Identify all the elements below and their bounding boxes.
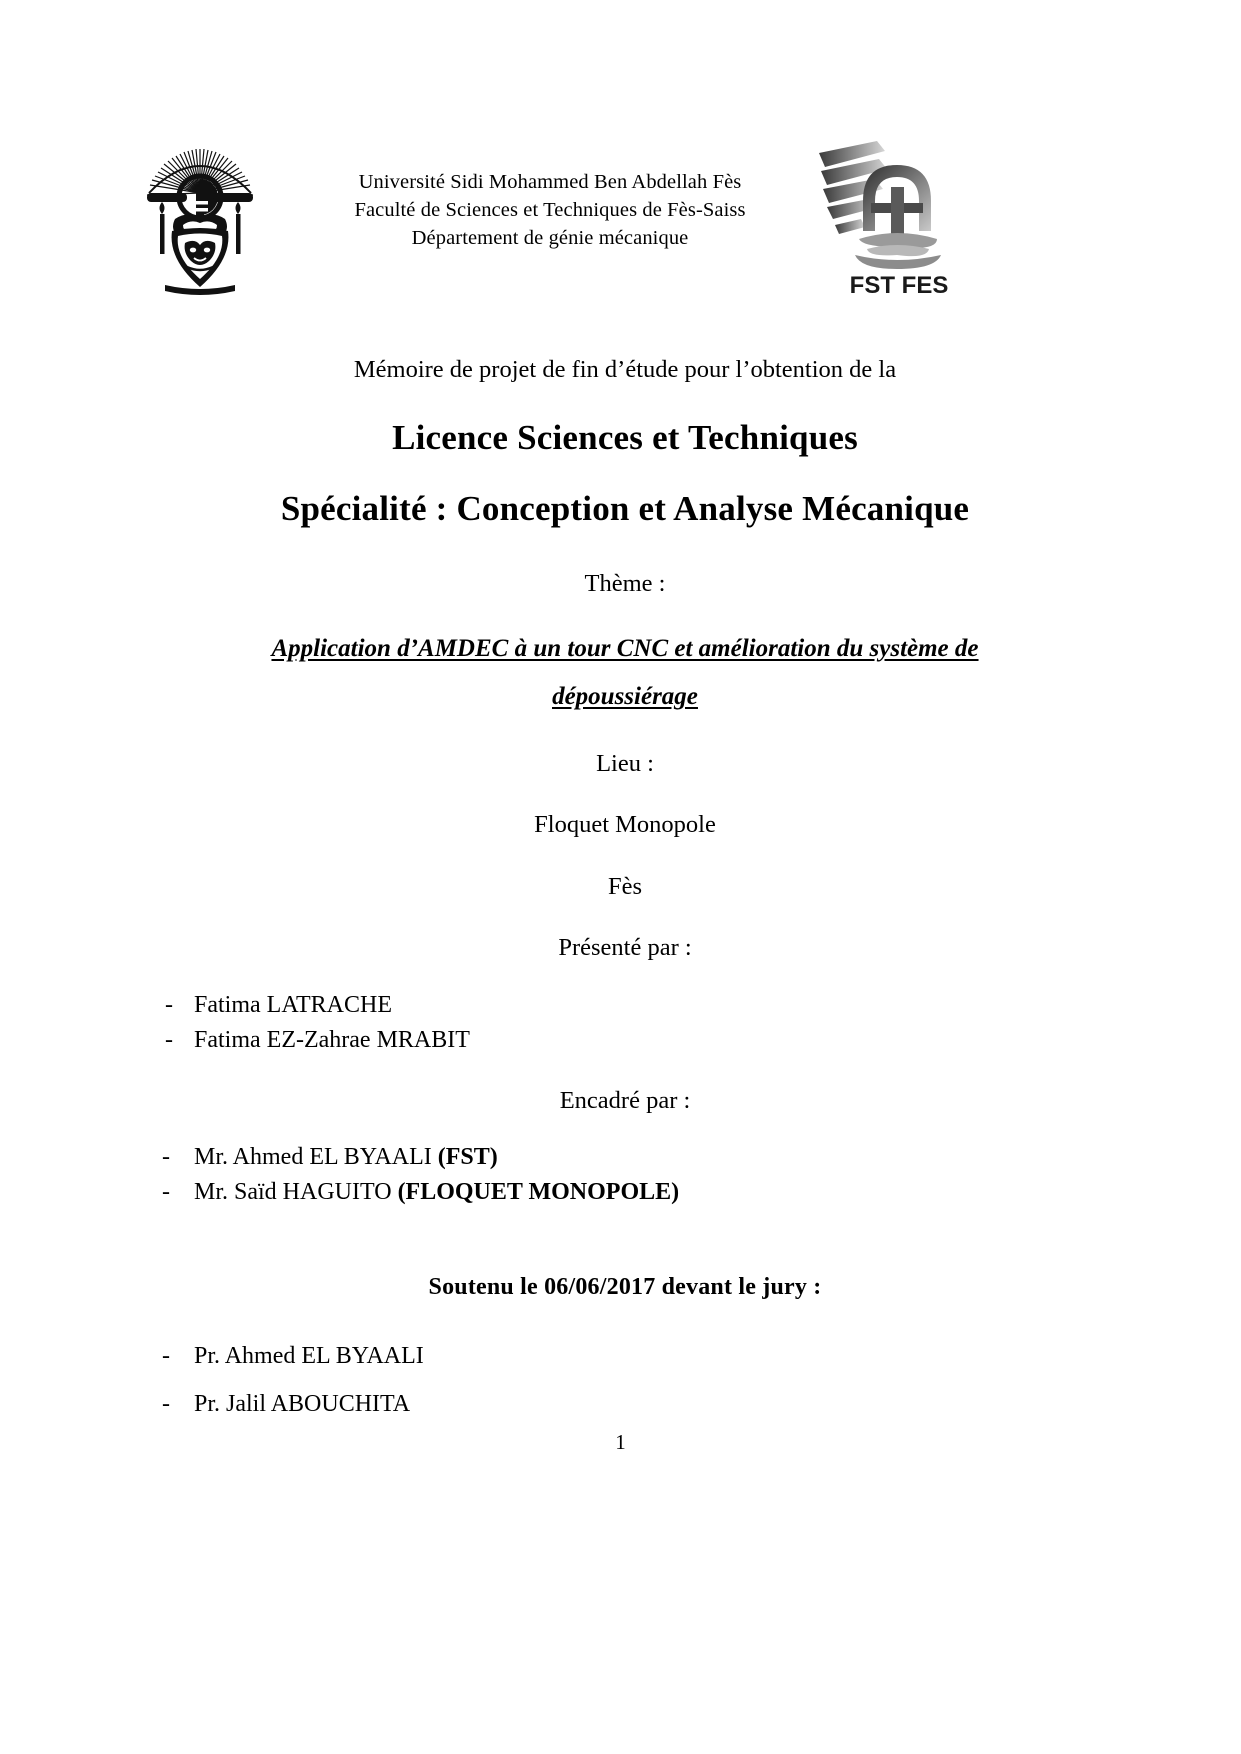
document-body (150, 350, 1100, 1428)
university-seal-logo (125, 135, 275, 310)
defense-date-line: Soutenu le 06/06/2017 devant le jury : (428, 1274, 822, 1300)
university-heading (290, 168, 810, 252)
supervisor-name: Mr. Saïd HAGUITO (194, 1179, 398, 1205)
degree-title-line2: Spécialité : Conception et Analyse Mécanique (280, 489, 970, 528)
department-name-line: Département de génie mécanique (411, 227, 689, 249)
presented-by-label: Présenté par : (558, 934, 692, 961)
fst-fes-logo (815, 135, 980, 305)
supervisor-entry (194, 1175, 679, 1210)
jury-member-name: Pr. Jalil ABOUCHITA (194, 1391, 411, 1417)
lieu-value: Floquet Monopole (534, 811, 716, 838)
university-name-line: Université Sidi Mohammed Ben Abdellah Fès (358, 171, 742, 193)
student-list (150, 988, 1100, 1058)
supervisor-affiliation: (FLOQUET MONOPOLE) (397, 1179, 680, 1205)
supervised-by-label: Encadré par : (559, 1087, 691, 1114)
theme-label: Thème : (584, 570, 666, 597)
supervisor-affiliation: (FST) (437, 1144, 498, 1170)
faculty-name-line: Faculté de Sciences et Techniques de Fès-Saiss (354, 199, 746, 221)
theme-title (150, 625, 1100, 721)
jury-member-name: Pr. Ahmed EL BYAALI (194, 1343, 424, 1369)
supervisor-list (150, 1140, 1100, 1210)
list-item (150, 1140, 1100, 1175)
list-item (150, 1023, 1100, 1058)
supervisor-name: Mr. Ahmed EL BYAALI (194, 1144, 438, 1170)
document-header (125, 130, 1115, 310)
list-dash: - (162, 1343, 170, 1369)
degree-title-line1: Licence Sciences et Techniques (392, 418, 858, 457)
supervisor-entry (194, 1140, 498, 1175)
list-item (150, 988, 1100, 1023)
theme-title-line1: Application d’AMDEC à un tour CNC et amélioration du système de (271, 635, 979, 662)
fst-fes-logo-text: FST FES (849, 272, 949, 299)
student-name: Fatima EZ-Zahrae MRABIT (194, 1027, 470, 1053)
list-dash: - (165, 1027, 173, 1053)
theme-title-line2: dépoussiérage (552, 683, 698, 710)
lieu-label: Lieu : (596, 750, 654, 777)
jury-list (150, 1332, 1100, 1428)
memoire-intro-line: Mémoire de projet de fin d’étude pour l’obtention de la (353, 356, 897, 383)
student-name: Fatima LATRACHE (194, 992, 392, 1018)
page-number: 1 (615, 1430, 626, 1454)
city-value: Fès (607, 873, 643, 900)
list-item (150, 1175, 1100, 1210)
list-dash: - (162, 1144, 170, 1170)
list-dash: - (162, 1391, 170, 1417)
list-dash: - (165, 992, 173, 1018)
list-item (150, 1332, 1100, 1380)
list-item (150, 1380, 1100, 1428)
list-dash: - (162, 1179, 170, 1205)
